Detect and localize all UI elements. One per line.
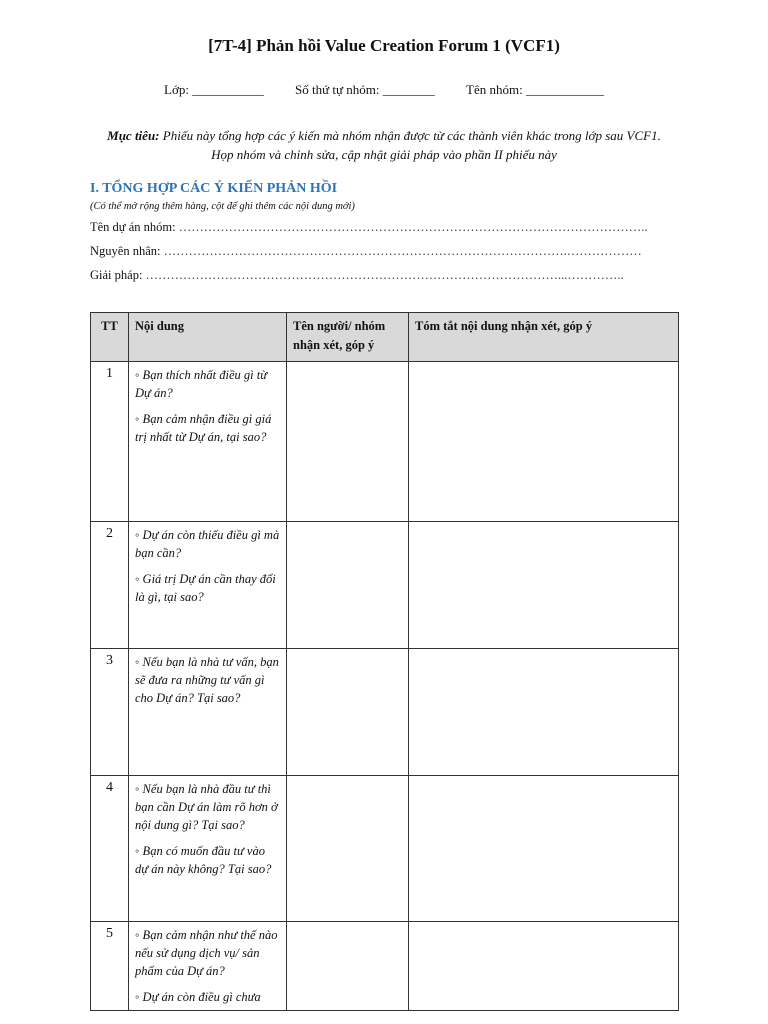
table-header-row (91, 313, 679, 362)
question-text: ◦ Dự án còn thiếu điều gì mà bạn cần? (135, 528, 280, 560)
table-row (91, 776, 679, 922)
cause-field (90, 244, 680, 259)
summary-cell[interactable] (409, 522, 679, 649)
project-name-dots: ………………………………………………………………………………………………….. (178, 220, 648, 234)
header-tt: TT (91, 313, 129, 362)
row-number: 1 (91, 362, 129, 522)
summary-cell[interactable] (409, 649, 679, 776)
reviewer-cell[interactable] (287, 522, 409, 649)
header-content: Nội dung (129, 313, 287, 362)
question-text: ◦ Bạn có muốn đầu tư vào dự án này không? Tại sao? (135, 844, 272, 876)
header-reviewer: Tên người/ nhóm nhận xét, góp ý (287, 313, 409, 362)
question-text: ◦ Dự án còn điều gì chưa (135, 990, 261, 1004)
group-name-field: Tên nhóm: ____________ (466, 82, 604, 97)
question-text: ◦ Nếu bạn là nhà đầu tư thì bạn cần Dự án làm rõ hơn ở nội dung gì? Tại sao? (135, 782, 278, 832)
objective-label: Mục tiêu: (107, 128, 160, 143)
cause-label: Nguyên nhân: (90, 244, 161, 258)
summary-cell[interactable] (409, 776, 679, 922)
row-questions (129, 362, 287, 522)
header-summary: Tóm tắt nội dung nhận xét, góp ý (409, 313, 679, 362)
reviewer-cell[interactable] (287, 649, 409, 776)
objective-line2: Họp nhóm và chỉnh sửa, cập nhật giải pháp vào phần II phiếu này (211, 147, 557, 162)
row-questions (129, 522, 287, 649)
project-name-field (90, 220, 680, 235)
group-info-row (0, 82, 768, 98)
section-note: (Có thể mở rộng thêm hàng, cột để ghi thêm các nội dung mới) (90, 201, 355, 212)
reviewer-cell[interactable] (287, 922, 409, 1011)
solution-field (90, 268, 680, 283)
table-row (91, 362, 679, 522)
reviewer-cell[interactable] (287, 776, 409, 922)
row-number: 4 (91, 776, 129, 922)
summary-cell[interactable] (409, 922, 679, 1011)
class-field: Lớp: ___________ (164, 82, 264, 97)
row-questions (129, 922, 287, 1011)
cause-dots: …………………………………………………………………………………….……………… (163, 244, 642, 258)
objective-line1: Phiếu này tổng hợp các ý kiến mà nhóm nhận được từ các thành viên khác trong lớp sau VCF1. (162, 128, 661, 143)
row-number: 2 (91, 522, 129, 649)
question-text: ◦ Bạn cảm nhận điều gì giá trị nhất từ Dự án, tại sao? (135, 412, 272, 444)
table-row (91, 522, 679, 649)
question-text: ◦ Bạn thích nhất điều gì từ Dự án? (135, 368, 268, 400)
solution-dots: ………………………………………………………………………………………...………….. (145, 268, 624, 282)
feedback-table (90, 312, 679, 1011)
question-text: ◦ Bạn cảm nhận như thế nào nếu sử dụng dịch vụ/ sản phẩm của Dự án? (135, 928, 278, 978)
section-title: I. TỔNG HỢP CÁC Ý KIẾN PHẢN HỒI (90, 181, 338, 196)
document-title: [7T-4] Phản hồi Value Creation Forum 1 (VCF1) (208, 36, 560, 55)
objective (60, 126, 708, 164)
question-text: ◦ Giá trị Dự án cần thay đổi là gì, tại sao? (135, 572, 276, 604)
solution-label: Giải pháp: (90, 268, 143, 282)
reviewer-cell[interactable] (287, 362, 409, 522)
project-name-label: Tên dự án nhóm: (90, 220, 176, 234)
summary-cell[interactable] (409, 362, 679, 522)
question-text: ◦ Nếu bạn là nhà tư vấn, bạn sẽ đưa ra những tư vấn gì cho Dự án? Tại sao? (135, 655, 279, 705)
row-number: 5 (91, 922, 129, 1011)
row-questions (129, 776, 287, 922)
row-number: 3 (91, 649, 129, 776)
table-row (91, 922, 679, 1011)
group-number-field: Số thứ tự nhóm: ________ (294, 82, 435, 97)
table-row (91, 649, 679, 776)
row-questions (129, 649, 287, 776)
